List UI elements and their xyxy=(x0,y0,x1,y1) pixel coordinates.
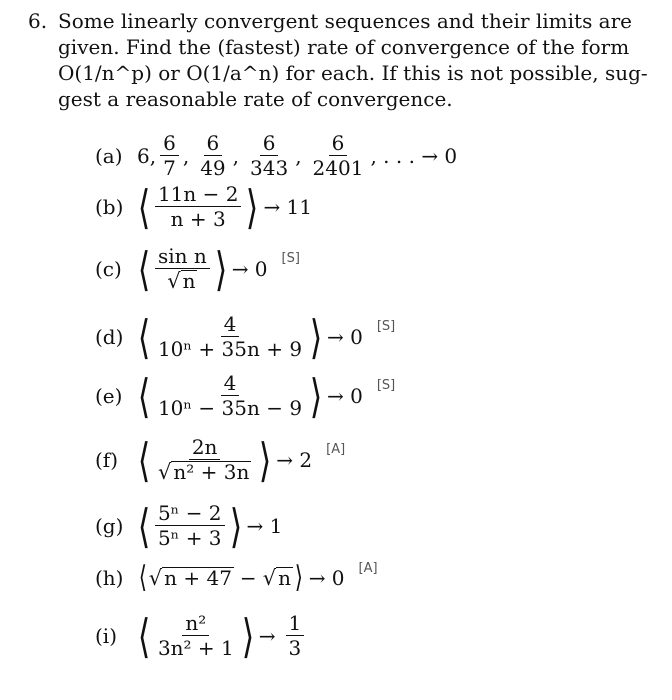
right-angle-bracket: ⟩ xyxy=(246,179,259,234)
item-i-limit-fraction xyxy=(286,612,305,659)
item-a-f4-den: 2401 xyxy=(312,156,364,180)
item-i-arrow: → xyxy=(258,623,276,648)
right-angle-bracket: ⟩ xyxy=(309,309,323,364)
item-a-fraction-1 xyxy=(160,132,179,179)
item-a-f2-num: 6 xyxy=(204,132,223,156)
item-a-label: (a) xyxy=(95,143,123,168)
sqrt xyxy=(167,270,197,292)
item-h-radicand-a: n + 47 xyxy=(164,566,232,590)
problem-text-line-3: O(1/n^p) or O(1/a^n) for each. If this is not possible, sug- xyxy=(58,61,648,85)
right-angle-bracket: ⟩ xyxy=(229,498,242,553)
problem-number: 6. xyxy=(28,9,48,33)
item-f xyxy=(95,432,346,487)
item-g-num: 5ⁿ − 2 xyxy=(155,502,225,526)
item-c-num: sin n xyxy=(155,245,210,269)
left-angle-bracket: ⟨ xyxy=(137,309,151,364)
item-g xyxy=(95,498,288,553)
item-c-label: (c) xyxy=(95,256,122,281)
radical-sign: √ xyxy=(262,566,277,590)
item-d-tag[interactable]: [S] xyxy=(376,319,396,334)
item-f-den xyxy=(155,460,254,483)
sqrt-b xyxy=(263,567,293,589)
item-h xyxy=(95,560,378,595)
item-e xyxy=(95,368,396,423)
sqrt xyxy=(158,461,251,483)
item-b-label: (b) xyxy=(95,194,124,219)
item-i-limit-num: 1 xyxy=(286,612,305,636)
item-d-limit: → 0 xyxy=(327,324,363,349)
item-f-fraction xyxy=(155,436,254,483)
right-angle-bracket: ⟩ xyxy=(294,560,303,595)
left-angle-bracket: ⟨ xyxy=(138,560,147,595)
item-d-num: 4 xyxy=(221,313,240,337)
item-a-f3-num: 6 xyxy=(260,132,279,156)
right-angle-bracket: ⟩ xyxy=(214,241,227,296)
item-i-fraction xyxy=(155,612,237,659)
item-f-limit: → 2 xyxy=(276,447,313,472)
radical-sign: √ xyxy=(148,566,163,590)
radical-sign: √ xyxy=(167,269,181,293)
item-a-f4-num: 6 xyxy=(329,132,348,156)
item-c-fraction xyxy=(155,245,210,292)
item-g-fraction xyxy=(155,502,225,549)
item-i-num: n² xyxy=(182,612,209,636)
item-c-radicand: n xyxy=(182,269,196,293)
item-a-fraction-3 xyxy=(247,132,291,179)
item-e-tag[interactable]: [S] xyxy=(376,378,396,393)
sqrt-a xyxy=(149,567,234,589)
item-e-fraction xyxy=(155,372,305,419)
right-angle-bracket: ⟩ xyxy=(309,368,323,423)
item-c-limit: → 0 xyxy=(231,256,268,281)
item-h-minus: − xyxy=(239,566,257,590)
item-d-fraction xyxy=(155,313,305,360)
item-b-num: 11n − 2 xyxy=(155,183,242,207)
item-i-den: 3n² + 1 xyxy=(157,636,234,660)
right-angle-bracket: ⟩ xyxy=(241,608,255,663)
item-c-den xyxy=(164,269,200,292)
item-e-limit: → 0 xyxy=(327,383,363,408)
item-a-fraction-2 xyxy=(197,132,228,179)
item-h-tag[interactable]: [A] xyxy=(358,560,378,576)
item-g-den: 5ⁿ + 3 xyxy=(157,526,222,550)
problem-text-line-4: gest a reasonable rate of convergence. xyxy=(58,87,453,111)
item-c-tag[interactable]: [S] xyxy=(281,251,300,266)
item-d-label: (d) xyxy=(95,324,124,349)
item-i-label: (i) xyxy=(95,623,118,648)
item-i xyxy=(95,608,308,663)
left-angle-bracket: ⟨ xyxy=(137,179,151,234)
left-angle-bracket: ⟨ xyxy=(137,498,151,553)
item-f-tag[interactable]: [A] xyxy=(326,442,346,457)
left-angle-bracket: ⟨ xyxy=(137,432,151,487)
item-b-limit: → 11 xyxy=(263,194,313,219)
item-a-f1-num: 6 xyxy=(160,132,179,156)
item-e-den: 10ⁿ − 35n − 9 xyxy=(157,396,303,420)
item-e-label: (e) xyxy=(95,383,123,408)
right-angle-bracket: ⟩ xyxy=(259,432,272,487)
item-a-f1-den: 7 xyxy=(163,156,176,180)
item-b xyxy=(95,179,318,234)
item-a-start: 6, xyxy=(137,143,157,168)
item-h-label: (h) xyxy=(95,566,124,590)
left-angle-bracket: ⟨ xyxy=(137,241,151,296)
item-g-limit: → 1 xyxy=(246,513,283,538)
item-e-num: 4 xyxy=(221,372,240,396)
item-i-limit-den: 3 xyxy=(288,636,302,660)
left-angle-bracket: ⟨ xyxy=(137,608,151,663)
item-h-limit: → 0 xyxy=(308,566,345,590)
item-a-fraction-4 xyxy=(310,132,367,179)
item-a-f3-den: 343 xyxy=(250,156,289,180)
problem-text-line-1: Some linearly convergent sequences and their limits are xyxy=(58,9,633,33)
radical-sign: √ xyxy=(157,460,172,484)
item-g-label: (g) xyxy=(95,513,124,538)
item-f-label: (f) xyxy=(95,447,119,472)
left-angle-bracket: ⟨ xyxy=(137,368,151,423)
item-a-tail: , . . . → 0 xyxy=(370,143,458,168)
item-b-den: n + 3 xyxy=(170,207,226,231)
problem-text-line-2: given. Find the (fastest) rate of convergence of the form xyxy=(58,35,630,59)
item-a: (a) 6, $\frac{6}{7}$ , $\frac{6}{49}$ , $\frac{6}{343}$ , $\frac{6}{2401}$ , . . . → 0 xyxy=(95,131,458,180)
item-d xyxy=(95,309,396,364)
item-f-radicand: n² + 3n xyxy=(173,460,250,484)
item-f-num: 2n xyxy=(189,436,221,460)
item-b-fraction xyxy=(155,183,242,230)
item-d-den: 10ⁿ + 35n + 9 xyxy=(157,337,303,361)
item-a-f2-den: 49 xyxy=(200,156,226,180)
item-c xyxy=(95,241,300,296)
problem-statement xyxy=(28,8,658,112)
item-h-radicand-b: n xyxy=(278,566,291,590)
